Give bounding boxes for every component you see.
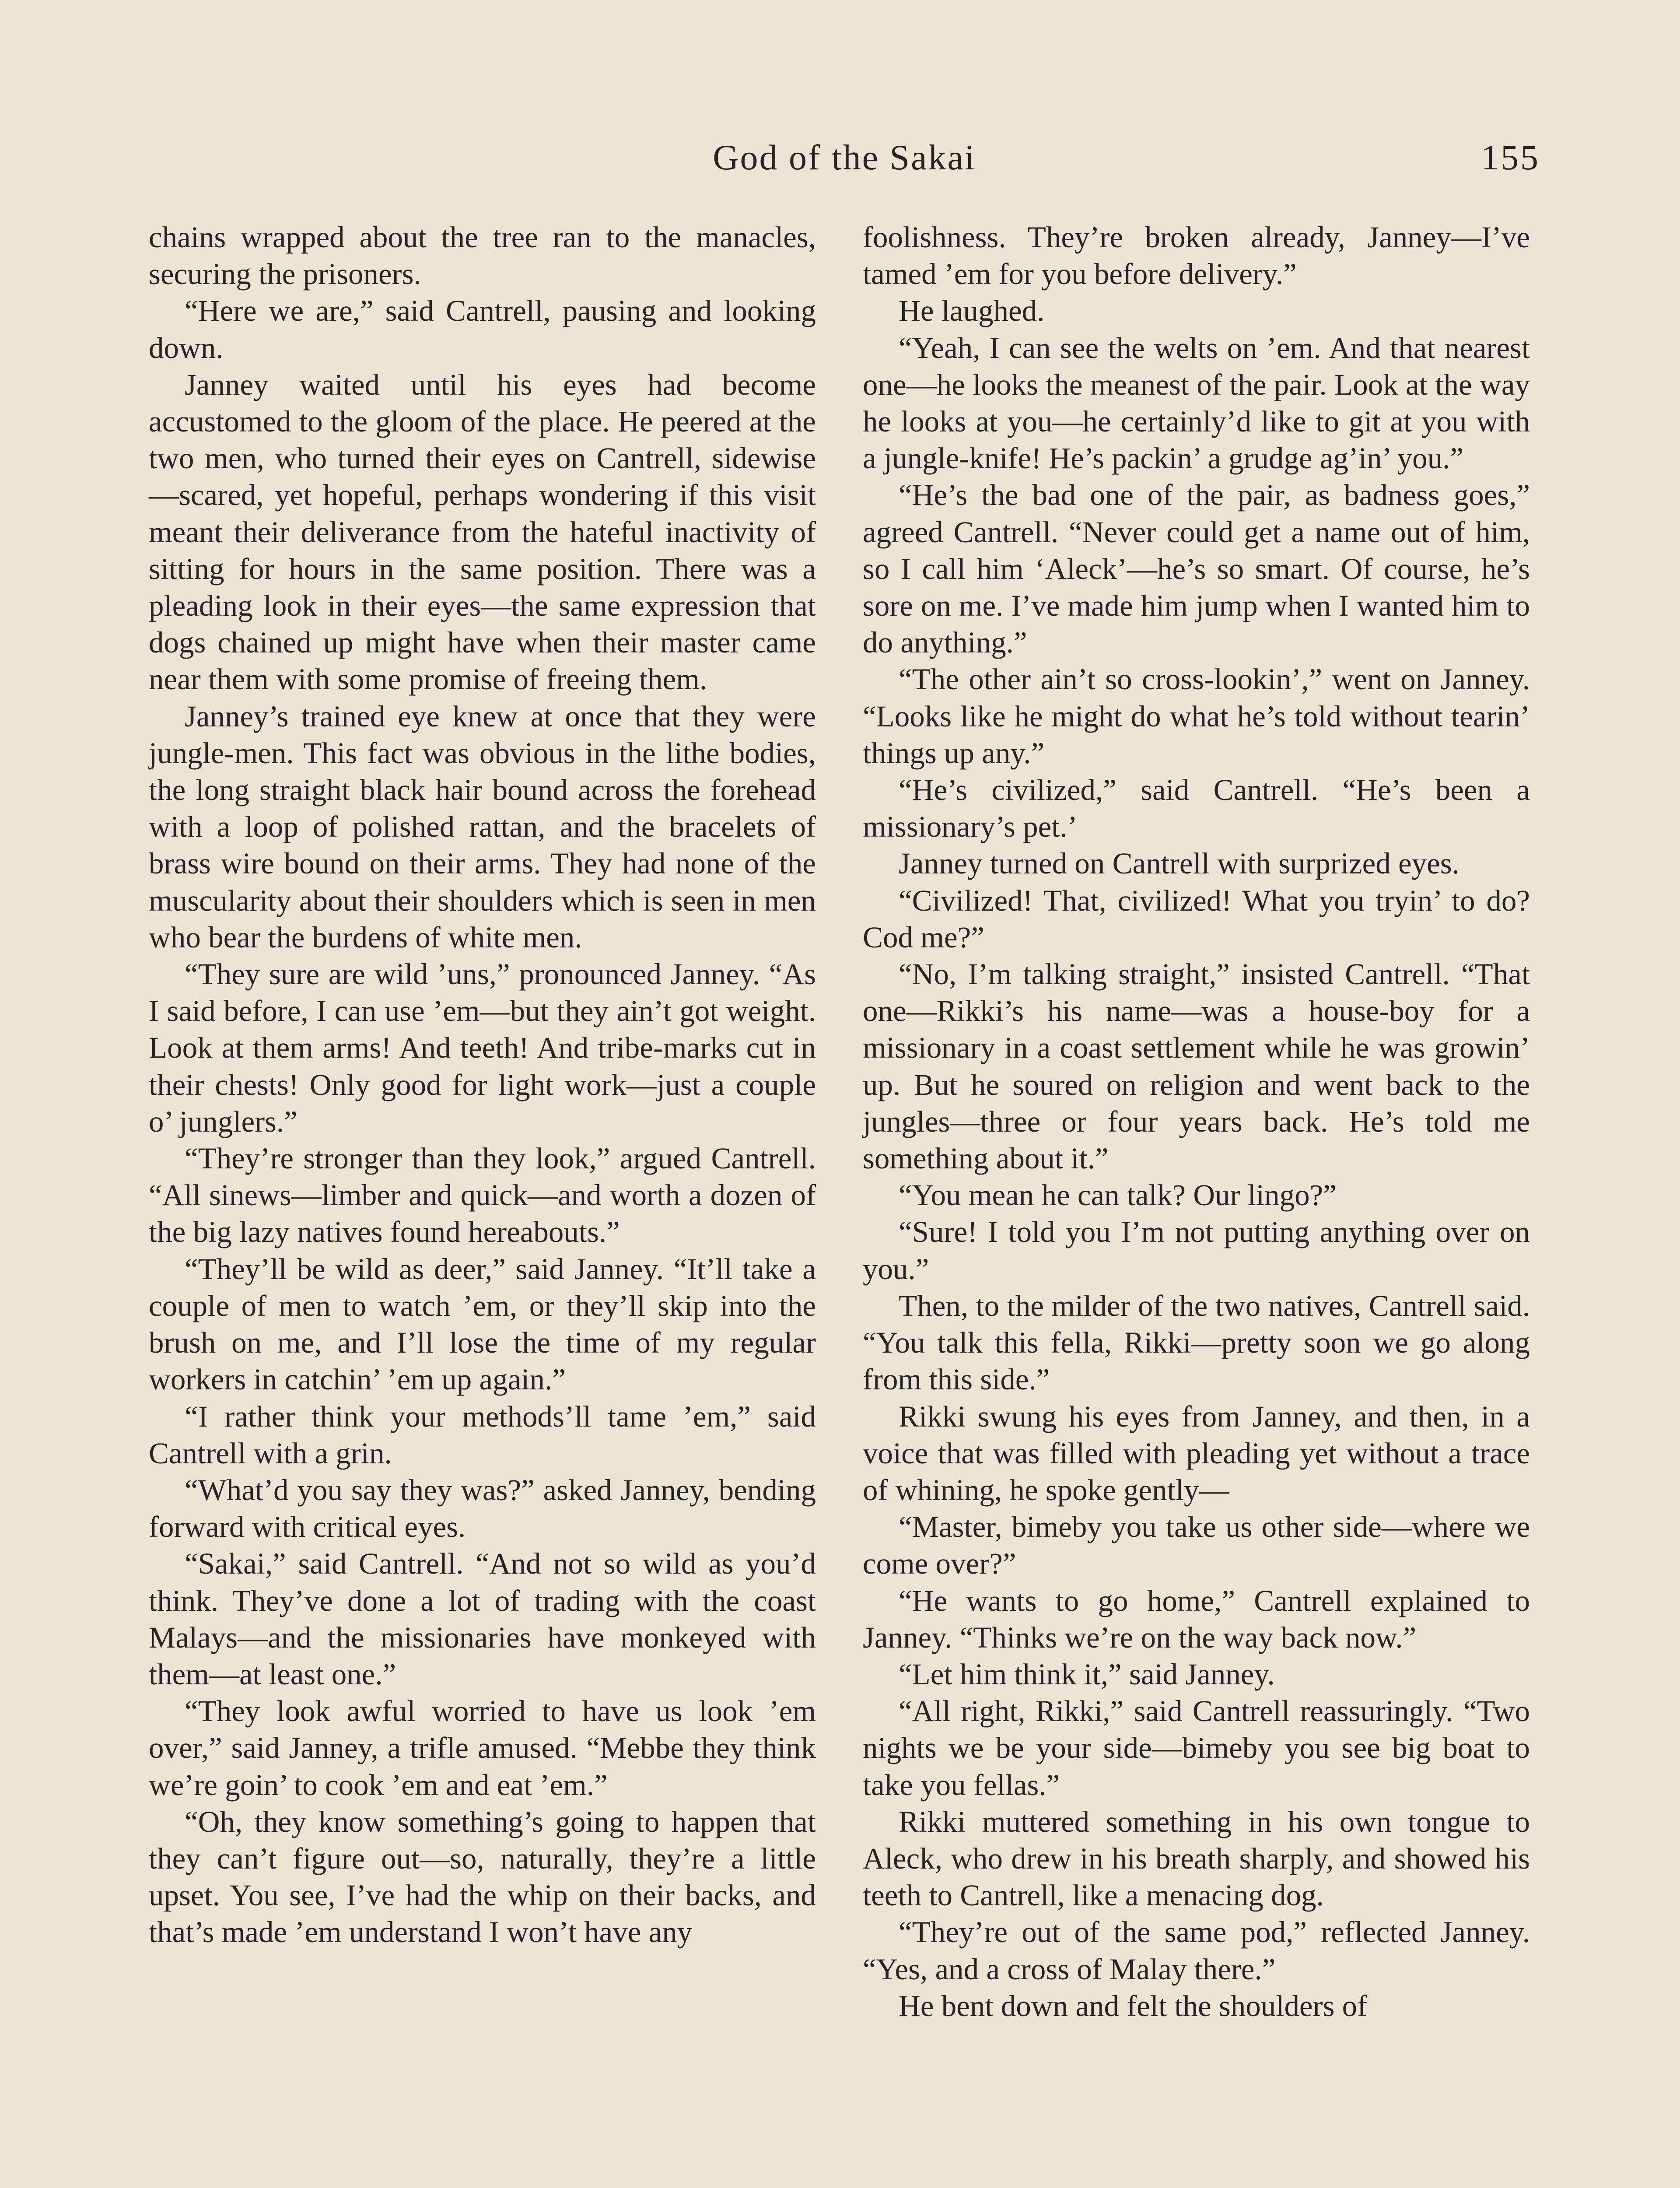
paragraph: “Let him think it,” said Janney. <box>899 1657 1275 1691</box>
paragraph: He bent down and felt the shoulders of <box>899 1989 1368 2023</box>
paragraph: “They’ll be wild as deer,” said Janney. “It’ll take a couple of men to watch ’em, or they’ll skip into the brush on me, and I’ll lose the time of my regular workers in catchin’ ’em up again.” <box>149 1252 816 1396</box>
paragraph: He laughed. <box>899 294 1045 328</box>
paragraph: “He’s the bad one of the pair, as badness goes,” agreed Cantrell. “Never could get a name out of him, so I call him ‘Aleck’—he’s so smart. Of course, he’s sore on me. I’ve made him jump when I wanted him to do anything.” <box>863 478 1530 659</box>
paragraph: “Here we are,” said Cantrell, pausing and looking down. <box>149 294 816 365</box>
paragraph: “They look awful worried to have us look ’em over,” said Janney, a trifle amused. “Mebbe they think we’re goin’ to cook ’em and eat ’em.” <box>149 1694 816 1802</box>
right-text-column <box>863 219 1530 2024</box>
paragraph: “They sure are wild ’uns,” pronounced Janney. “As I said before, I can use ’em—but they ain’t got weight. Look at them arms! And teeth! And tribe-marks cut in their chests! Only good for light work—just a couple o’ junglers.” <box>149 957 816 1138</box>
paragraph: Rikki muttered something in his own tongue to Aleck, who drew in his breath sharply, and showed his teeth to Cantrell, like a menacing dog. <box>863 1805 1530 1912</box>
paragraph: foolishness. They’re broken already, Janney—I’ve tamed ’em for you before delivery.” <box>863 221 1530 291</box>
left-text-column <box>149 219 816 1951</box>
paragraph: “He wants to go home,” Cantrell explained to Janney. “Thinks we’re on the way back now.” <box>863 1584 1530 1654</box>
paragraph: “They’re out of the same pod,” reflected Janney. “Yes, and a cross of Malay there.” <box>863 1915 1530 1986</box>
paragraph: “You mean he can talk? Our lingo?” <box>899 1178 1337 1212</box>
paragraph: “I rather think your methods’ll tame ’em,” said Cantrell with a grin. <box>149 1399 816 1470</box>
paragraph: chains wrapped about the tree ran to the manacles, securing the prisoners. <box>149 221 816 291</box>
paragraph: Janney’s trained eye knew at once that they were jungle-men. This fact was obvious in the lithe bodies, the long straight black hair bound across the forehead with a loop of polished rattan, and the bracelets of brass wire bound on their arms. They had none of the muscularity about their shoulders which is seen in men who bear the burdens of white men. <box>149 699 816 954</box>
paragraph: Rikki swung his eyes from Janney, and then, in a voice that was filled with pleading yet without a trace of whining, he spoke gently— <box>863 1399 1530 1507</box>
paragraph: “No, I’m talking straight,” insisted Cantrell. “That one—Rikki’s his name—was a house-boy for a missionary in a coast settlement while he was growin’ up. But he soured on religion and went back to the jungles—three or four years back. He’s told me something about it.” <box>863 957 1530 1175</box>
paragraph: “Sure! I told you I’m not putting anything over on you.” <box>863 1215 1530 1286</box>
paragraph: “Sakai,” said Cantrell. “And not so wild as you’d think. They’ve done a lot of trading with the coast Malays—and the missionaries have monkeyed with them—at least one.” <box>149 1547 816 1691</box>
running-title: God of the Sakai <box>713 137 976 177</box>
paragraph: “What’d you say they was?” asked Janney, bending forward with critical eyes. <box>149 1473 816 1544</box>
paragraph: “All right, Rikki,” said Cantrell reassuringly. “Two nights we be your side—bimeby you see big boat to take you fellas.” <box>863 1694 1530 1802</box>
paragraph: Then, to the milder of the two natives, Cantrell said. “You talk this fella, Rikki—pretty soon we go along from this side.” <box>863 1289 1530 1396</box>
paragraph: Janney turned on Cantrell with surprized eyes. <box>899 847 1460 880</box>
paragraph: “The other ain’t so cross-lookin’,” went on Janney. “Looks like he might do what he’s told without tearin’ things up any.” <box>863 663 1530 770</box>
paragraph: “Oh, they know something’s going to happen that they can’t figure out—so, naturally, they’re a little upset. You see, I’ve had the whip on their backs, and that’s made ’em understand I won’t have any <box>149 1805 816 1949</box>
paragraph: “He’s civilized,” said Cantrell. “He’s been a missionary’s pet.’ <box>863 773 1530 844</box>
paragraph: Janney waited until his eyes had become accustomed to the gloom of the place. He peered at the two men, who turned their eyes on Cantrell, sidewise—scared, yet hopeful, perhaps wondering if this visit meant their deliverance from the hateful inactivity of sitting for hours in the same position. There was a pleading look in their eyes—the same expression that dogs chained up might have when their master came near them with some promise of freeing them. <box>149 368 816 696</box>
paragraph: “Yeah, I can see the welts on ’em. And that nearest one—he looks the meanest of the pair. Look at the way he looks at you—he certainly’d like to git at you with a jungle-knife! He’s packin’ a grudge ag’in’ you.” <box>863 331 1530 475</box>
paragraph: “They’re stronger than they look,” argued Cantrell. “All sinews—limber and quick—and worth a dozen of the big lazy natives found hereabouts.” <box>149 1142 816 1249</box>
page-header <box>149 127 1540 188</box>
page-number: 155 <box>1481 137 1540 177</box>
paragraph: “Master, bimeby you take us other side—where we come over?” <box>863 1510 1530 1581</box>
paragraph: “Civilized! That, civilized! What you tryin’ to do? Cod me?” <box>863 884 1530 954</box>
